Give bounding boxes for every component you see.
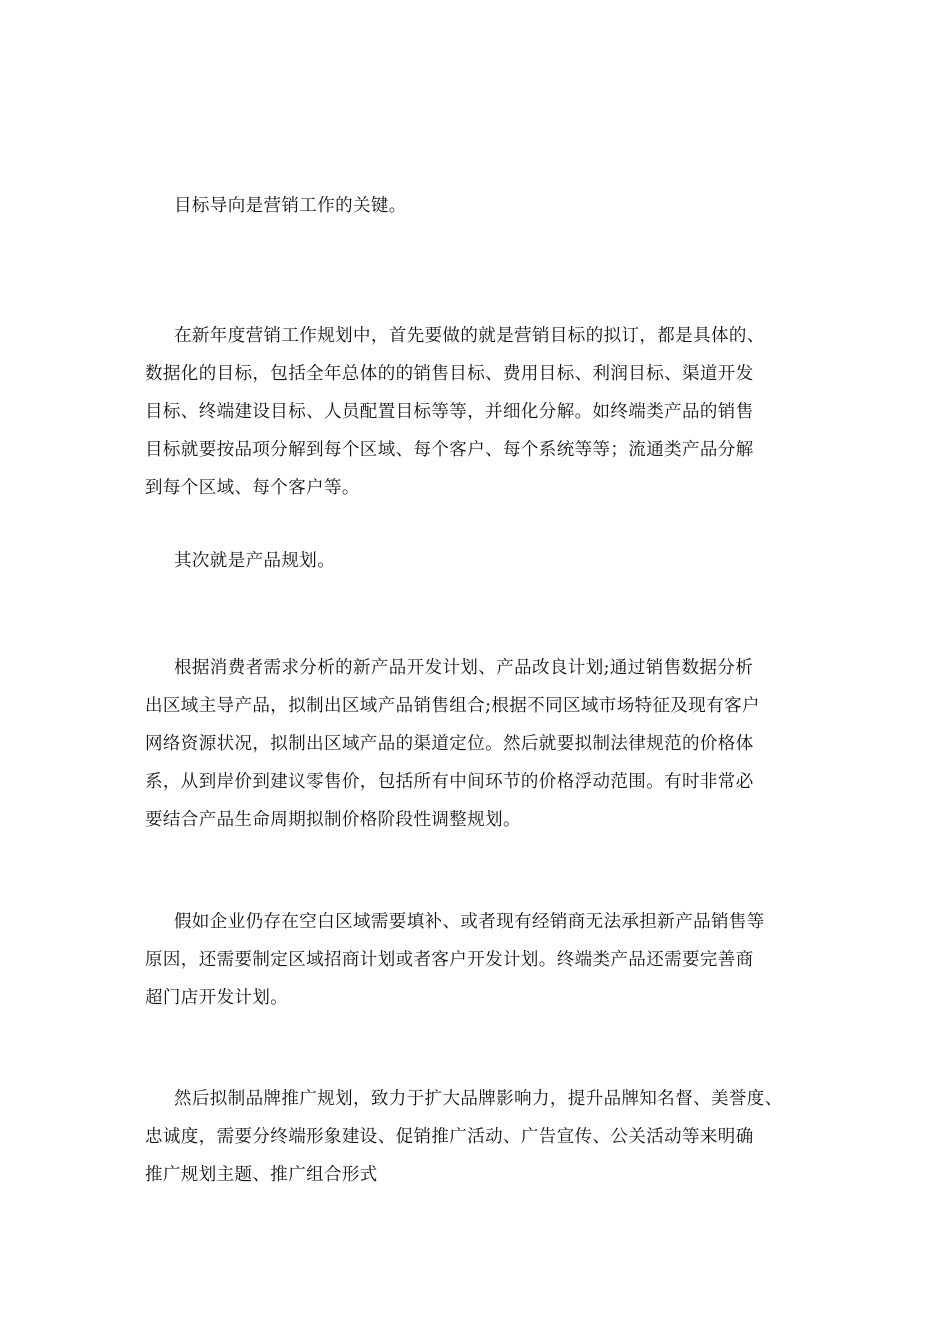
paragraph-line: 要结合产品生命周期拟制价格阶段性调整规划。 xyxy=(145,810,521,830)
paragraph-line: 其次就是产品规划。 xyxy=(174,551,336,571)
paragraph-product-development xyxy=(145,649,810,839)
paragraph-line: 推广规划主题、推广组合形式 xyxy=(145,1165,378,1185)
paragraph-line: 到每个区域、每个客户等。 xyxy=(145,478,360,498)
paragraph-line: 在新年度营销工作规划中，首先要做的就是营销目标的拟订，都是具体的、 xyxy=(174,326,765,346)
paragraph-line: 根据消费者需求分析的新产品开发计划、产品改良计划;通过销售数据分析 xyxy=(174,658,754,678)
paragraph-line: 系，从到岸价到建议零售价，包括所有中间环节的价格浮动范围。有时非常必 xyxy=(145,772,754,792)
paragraph-sales-targets xyxy=(145,317,810,507)
paragraph-line: 出区域主导产品，拟制出区域产品销售组合;根据不同区域市场特征及现有客户 xyxy=(145,696,760,716)
paragraph-goal-orientation xyxy=(145,187,810,225)
paragraph-line: 数据化的目标，包括全年总体的的销售目标、费用目标、利润目标、渠道开发 xyxy=(145,364,754,384)
paragraph-line: 网络资源状况，拟制出区域产品的渠道定位。然后就要拟制法律规范的价格体 xyxy=(145,734,754,754)
paragraph-line: 超门店开发计划。 xyxy=(145,988,289,1008)
paragraph-line: 然后拟制品牌推广规划，致力于扩大品牌影响力，提升品牌知名督、美誉度、 xyxy=(174,1089,783,1109)
paragraph-line: 目标就要按品项分解到每个区域、每个客户、每个系统等等；流通类产品分解 xyxy=(145,440,754,460)
paragraph-brand-promotion xyxy=(145,1080,810,1194)
paragraph-line: 目标、终端建设目标、人员配置目标等等，并细化分解。如终端类产品的销售 xyxy=(145,402,754,422)
paragraph-regional-recruitment xyxy=(145,903,810,1017)
paragraph-line: 目标导向是营销工作的关键。 xyxy=(174,196,407,216)
paragraph-line: 原因，还需要制定区域招商计划或者客户开发计划。终端类产品还需要完善商 xyxy=(145,950,754,970)
paragraph-product-planning xyxy=(145,542,810,580)
paragraph-line: 假如企业仍存在空白区域需要填补、或者现有经销商无法承担新产品销售等 xyxy=(174,912,765,932)
paragraph-line: 忠诚度，需要分终端形象建设、促销推广活动、广告宣传、公关活动等来明确 xyxy=(145,1127,754,1147)
